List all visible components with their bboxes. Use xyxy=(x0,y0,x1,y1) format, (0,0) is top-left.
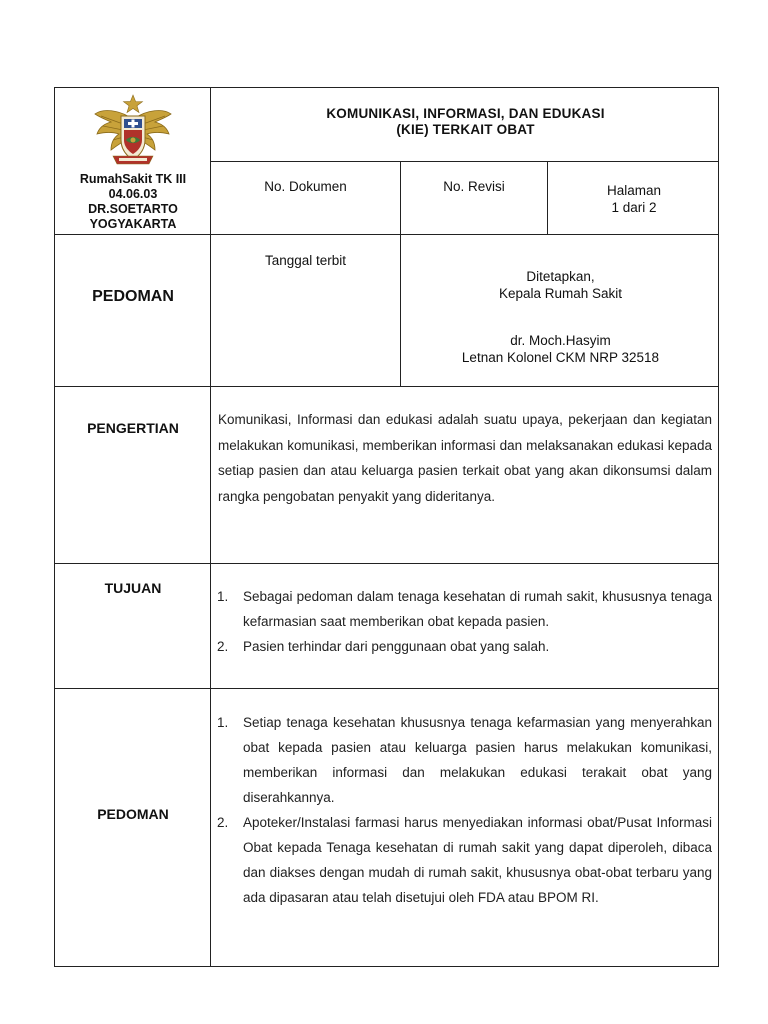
halaman-cell xyxy=(548,182,720,216)
doc-type-label: PEDOMAN xyxy=(92,288,174,305)
halaman-value: 1 dari 2 xyxy=(611,200,657,215)
tujuan-list xyxy=(211,584,712,659)
list-number: 1. xyxy=(217,715,229,730)
list-item xyxy=(211,810,712,910)
list-number: 1. xyxy=(217,589,229,604)
title-line: (KIE) TERKAIT OBAT xyxy=(396,122,535,137)
org-line: RumahSakit TK III xyxy=(79,172,187,186)
org-line: DR.SOETARTO xyxy=(88,202,178,216)
jabatan-text: Kepala Rumah Sakit xyxy=(498,286,623,301)
ditetapkan-text: Ditetapkan, xyxy=(526,269,595,284)
list-text: Sebagai pedoman dalam tenaga kesehatan di rumah sakit, khususnya tenaga kefarmasian saat memberikan obat kepada pasien. xyxy=(243,589,712,629)
title-line: KOMUNIKASI, INFORMASI, DAN EDUKASI xyxy=(326,106,605,121)
org-line: 04.06.03 xyxy=(108,187,158,201)
org-line: YOGYAKARTA xyxy=(89,217,177,231)
no-revisi-label: No. Revisi xyxy=(443,179,505,194)
list-item xyxy=(211,634,712,659)
divider xyxy=(55,563,719,564)
tujuan-label: TUJUAN xyxy=(104,580,162,596)
list-text: Apoteker/Instalasi farmasi harus menyediakan informasi obat/Pusat Informasi Obat kepada Tenaga kesehatan di rumah sakit yang dapat diperoleh, dibaca dan diakses dengan mudah di rumah sakit, khususnya obat-obat terbaru yang ada dipasaran atau telah disetujui oleh FDA atau BPOM RI. xyxy=(243,815,712,905)
signer-name: dr. Moch.Hasyim xyxy=(510,333,611,348)
document-sheet xyxy=(54,87,719,967)
divider xyxy=(55,386,719,387)
divider xyxy=(210,161,719,162)
pengertian-label: PENGERTIAN xyxy=(87,420,179,436)
list-number: 2. xyxy=(217,815,229,830)
tanggal-terbit-label: Tanggal terbit xyxy=(264,253,347,268)
list-item xyxy=(211,710,712,810)
signer-rank: Letnan Kolonel CKM NRP 32518 xyxy=(461,350,660,365)
document-title xyxy=(211,106,720,138)
hospital-name xyxy=(55,172,211,232)
pengertian-text: Komunikasi, Informasi dan edukasi adalah suatu upaya, pekerjaan dan kegiatan melakukan komunikasi, memberikan informasi dan melaksanakan edukasi kepada setiap pasien dan atau keluarga pasien terkait obat yang akan dikonsumsi dalam rangka pengobatan penyakit yang dideritanya. xyxy=(218,412,712,504)
approval-block xyxy=(401,268,720,366)
list-item xyxy=(211,584,712,634)
divider xyxy=(55,234,719,235)
list-text: Setiap tenaga kesehatan khususnya tenaga kefarmasian yang menyerahkan obat kepada pasien atau keluarga pasien harus melakukan komunikasi, memberikan informasi dan melakukan edukasi terakait obat yang diserahkannya. xyxy=(243,715,712,805)
halaman-label: Halaman xyxy=(606,183,662,198)
pedoman-label: PEDOMAN xyxy=(97,806,169,822)
list-text: Pasien terhindar dari penggunaan obat yang salah. xyxy=(243,639,550,654)
list-number: 2. xyxy=(217,639,229,654)
pedoman-list xyxy=(211,710,712,910)
divider xyxy=(55,688,719,689)
no-dokumen-label: No. Dokumen xyxy=(264,179,347,194)
hospital-emblem-icon xyxy=(93,94,173,170)
